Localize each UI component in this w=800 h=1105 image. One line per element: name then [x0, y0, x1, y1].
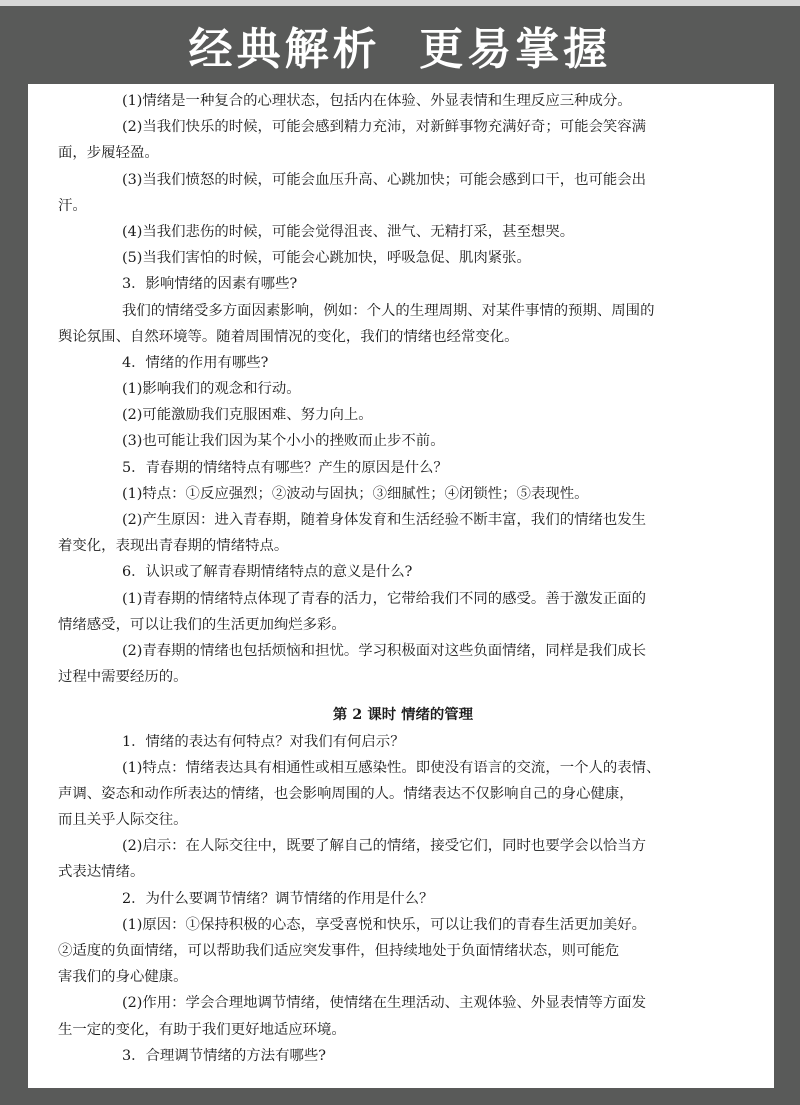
paragraph-line: 汗。	[58, 197, 87, 214]
question-heading: 5．青春期的情绪特点有哪些？产生的原因是什么？	[122, 459, 448, 476]
paragraph-line: (1)特点：情绪表达具有相通性或相互感染性。即使没有语言的交流，一个人的表情、	[122, 759, 661, 776]
paragraph-line: (1)影响我们的观念和行动。	[122, 381, 301, 398]
paragraph-line: (1)青春期的情绪特点体现了青春的活力，它带给我们不同的感受。善于激发正面的	[122, 590, 647, 607]
paragraph-line: 舆论氛围、自然环境等。随着周围情况的变化，我们的情绪也经常变化。	[58, 328, 519, 345]
paragraph-line: 声调、姿态和动作所表达的情绪，也会影响周围的人。情绪表达不仅影响自己的身心健康，	[58, 785, 634, 802]
question-heading: 2．为什么要调节情绪？调节情绪的作用是什么？	[122, 890, 434, 907]
paragraph-line: (2)可能激励我们克服困难、努力向上。	[122, 407, 373, 424]
paragraph-line: (2)当我们快乐的时候，可能会感到精力充沛，对新鲜事物充满好奇；可能会笑容满	[122, 119, 647, 136]
paragraph-line: (2)产生原因：进入青春期，随着身体发育和生活经验不断丰富，我们的情绪也发生	[122, 512, 647, 528]
banner-title: 经典解析 更易掌握	[188, 24, 612, 75]
document-body	[58, 88, 748, 1069]
paragraph-line: (1)情绪是一种复合的心理状态，包括内在体验、外显表情和生理反应三种成分。	[122, 93, 632, 109]
paragraph-line: (2)启示：在人际交往中，既要了解自己的情绪，接受它们，同时也要学会以恰当方	[122, 838, 647, 855]
paragraph-line: (4)当我们悲伤的时候，可能会觉得沮丧、泄气、无精打采，甚至想哭。	[122, 223, 575, 240]
bottom-border	[0, 1088, 800, 1105]
paragraph-line: (1)原因：①保持积极的心态，享受喜悦和快乐，可以让我们的青春生活更加美好。	[122, 916, 647, 933]
paragraph-line: 害我们的身心健康。	[58, 969, 188, 986]
paragraph-line: 我们的情绪受多方面因素影响，例如：个人的生理周期、对某件事情的预期、周围的	[122, 302, 655, 319]
paragraph-line: 面，步履轻盈。	[58, 145, 159, 162]
paragraph-line: ②适度的负面情绪，可以帮助我们适应突发事件，但持续地处于负面情绪状态，则可能危	[58, 943, 620, 959]
question-heading: 1．情绪的表达有何特点？对我们有何启示？	[122, 733, 405, 750]
paragraph-line: 过程中需要经历的。	[58, 669, 188, 686]
paragraph-line: 而且关乎人际交往。	[58, 812, 188, 829]
paragraph-line: (2)作用：学会合理地调节情绪，使情绪在生理活动、主观体验、外显表情等方面发	[122, 995, 647, 1012]
paragraph-line: 生一定的变化，有助于我们更好地适应环境。	[58, 1021, 346, 1038]
paragraph-line: (3)也可能让我们因为某个小小的挫败而止步不前。	[122, 433, 445, 450]
question-heading: 4．情绪的作用有哪些?	[122, 354, 269, 371]
question-heading: 6．认识或了解青春期情绪特点的意义是什么?	[122, 564, 413, 581]
paragraph-line: 式表达情绪。	[58, 864, 145, 881]
paragraph-line: (1)特点：①反应强烈；②波动与固执；③细腻性；④闭锁性；⑤表现性。	[122, 485, 589, 502]
paragraph-line: 情绪感受，可以让我们的生活更加绚烂多彩。	[58, 616, 346, 633]
paragraph-line: (2)青春期的情绪也包括烦恼和担忧。学习积极面对这些负面情绪，同样是我们成长	[122, 642, 647, 659]
question-heading: 3．合理调节情绪的方法有哪些?	[122, 1047, 326, 1064]
banner	[0, 6, 800, 84]
paragraph-line: (5)当我们害怕的时候，可能会心跳加快，呼吸急促、肌肉紧张。	[122, 250, 531, 267]
section-title: 第 2 课时 情绪的管理	[332, 706, 474, 724]
paragraph-line: (3)当我们愤怒的时候，可能会血压升高、心跳加快；可能会感到口干，也可能会出	[122, 171, 647, 188]
paragraph-line: 着变化，表现出青春期的情绪特点。	[58, 538, 289, 555]
question-heading: 3．影响情绪的因素有哪些?	[122, 276, 298, 293]
